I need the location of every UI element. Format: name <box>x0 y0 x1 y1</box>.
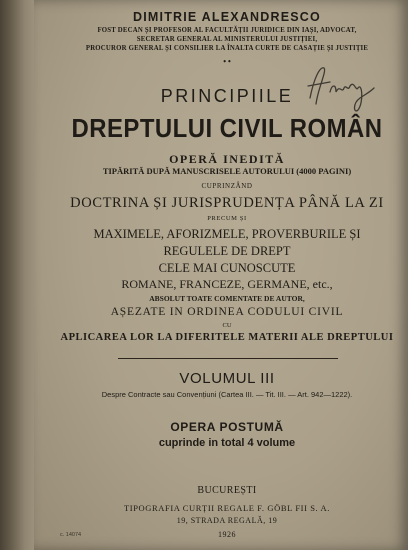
divider-rule <box>118 358 338 359</box>
commented-line: ABSOLUT TOATE COMENTATE DE AUTOR, <box>149 294 305 303</box>
with-label: CU <box>222 322 232 329</box>
author-credit-line-2: SECRETAR GENERAL AL MINISTERULUI JUSTIȚIEI, <box>136 36 318 43</box>
author-name: DIMITRIE ALEXANDRESCO <box>133 10 321 24</box>
volume-number: VOLUMUL III <box>179 370 275 387</box>
author-credit-line-1: FOST DECAN ȘI PROFESOR AL FACULTĂȚII JURIDICE DIN IAȘI, ADVOCAT, <box>97 27 357 34</box>
rules-line: REGULELE DE DREPT <box>163 244 291 258</box>
ornament-dots: • • <box>223 57 231 66</box>
publication-city: BUCUREȘTI <box>197 485 257 496</box>
title-line-1: PRINCIPIILE <box>160 86 294 106</box>
posthumous-work: OPERA POSTUMĂ <box>170 420 284 434</box>
author-credit-line-3: PROCUROR GENERAL ȘI CONSILIER LA ÎNALTA CURTE DE CASAȚIE ȘI JUSTIȚIE <box>85 45 369 52</box>
printed-after-manuscripts: TIPĂRITĂ DUPĂ MANUSCRISELE AUTORULUI (4000 PAGINI) <box>102 166 352 176</box>
printer-address: 19, STRADA REGALĂ, 19 <box>176 516 278 525</box>
order-line: AȘEZATE IN ORDINEA CODULUI CIVIL <box>110 306 344 318</box>
publication-year: 1926 <box>218 530 236 539</box>
application-line: APLICAREA LOR LA DIFERITELE MATERII ALE DREPTULUI <box>60 332 394 343</box>
as-well-as-label: PRECUM ȘI <box>207 215 247 222</box>
volume-subject: Despre Contracte sau Convențiuni (Cartea III. — Tit. III. — Art. 942—1222). <box>101 390 353 399</box>
doctrine-heading: DOCTRINA ȘI JURISPRUDENȚA PÂNĂ LA ZI <box>70 195 384 211</box>
opera-inedita: OPERĂ INEDITĂ <box>169 152 285 166</box>
maxims-line: MAXIMELE, AFORIZMELE, PROVERBURILE ȘI <box>93 227 361 241</box>
volume-count: cuprinde in total 4 volume <box>158 437 296 449</box>
best-known-line: CELE MAI CUNOSCUTE <box>158 261 296 275</box>
origins-line: ROMANE, FRANCEZE, GERMANE, etc., <box>121 277 333 291</box>
library-stamp: c. 14074 <box>60 532 82 538</box>
title-line-2: DREPTULUI CIVIL ROMÂN <box>71 113 383 143</box>
containing-label: CUPRINZÂND <box>201 182 253 190</box>
printer-name: TIPOGRAFIA CURȚII REGALE F. GÖBL FII S. A. <box>123 503 331 513</box>
